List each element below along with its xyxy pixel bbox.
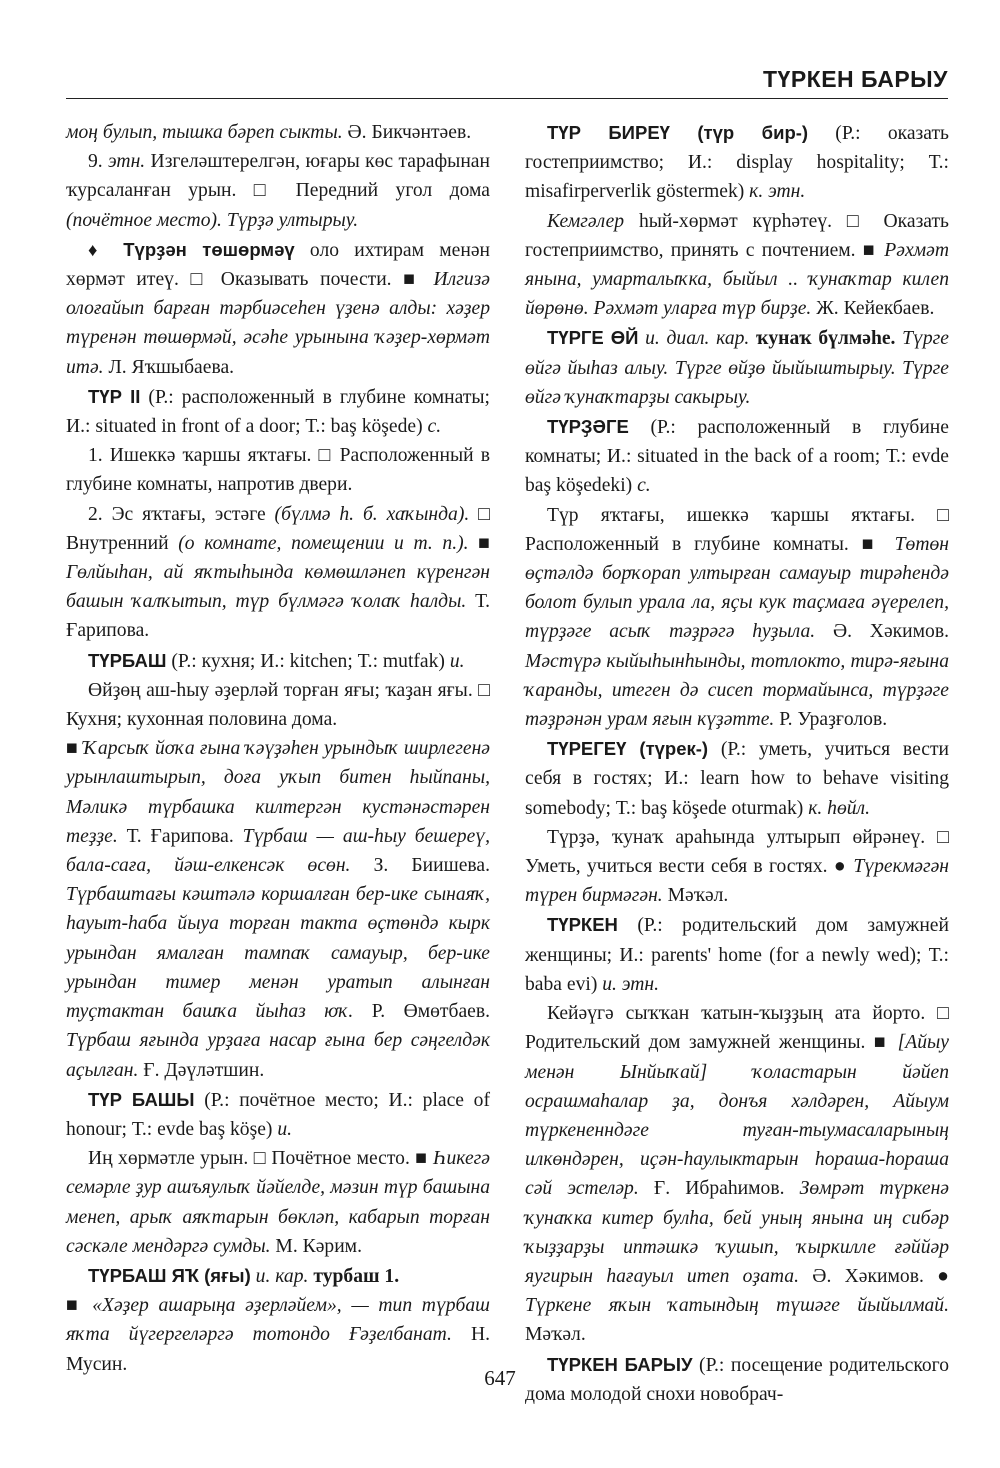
sense-9 [66,147,490,235]
translations: (Р.: родительский дом замужней женщины; И.: parents' home (for a newly wed); Т.: baba evi) [525,915,949,995]
entry-tur-bashy [66,1085,490,1144]
translations: (Р.: уметь, учиться вести себя в гостях; И.: learn how to behave visiting somebody; Т.: baş köşede oturmak) [525,739,949,819]
running-title: ТҮРКЕН БАРЫУ [763,66,948,92]
example-text: Төтөн өҫтәлдә борҡорап ултырған самауыр тирәһендә болот булып урала ла, яҫы кук таҫмаға әүерелеп, түрҙәге асыҡ тәҙрәгә һуҙыла. [525,533,949,643]
definition [525,823,949,911]
example-text: моң булып, тышка бәреп сыкты. [66,122,343,143]
gloss: (почётное место). [66,209,222,231]
sense-number: 9. [88,151,103,173]
square-marker: ■ [468,532,491,554]
example-text: Түрге өйгә йыһаз алыу. Түрге өйҙө йыйыштырыу. Түрге өйгә ҡунаҡтарҙы сакырыу. [525,328,949,408]
headword: ТҮР БАШЫ [88,1088,195,1110]
entry-continuation [66,118,490,147]
page-number: 647 [484,1366,516,1390]
label: и. диал. кар. [638,328,750,350]
source: Ә. Хәкимов. ● [799,1265,949,1287]
part-of-speech: с. [422,416,442,438]
example-text: Зөмрәт түркенә ҡунаҡка китер булһа, бей уның янына иң сибәр ҡыҙҙарҙы иптәшкә ҡушып, ҡыркилле ғәййәр яугирын һағауыл итеп оҙата. [525,1178,949,1287]
source: З. Биишева. [350,855,490,877]
definition-text: Иң хөрмәтле урын. □ Почётное место. ■ [88,1148,428,1170]
source: Н. Мусин. [66,1324,490,1375]
translation: □ Внутренний [66,503,491,554]
square-marker: ■ [865,1032,890,1054]
idiom-headword: ♦ Түрҙән төшөрмәү [88,238,295,260]
gloss: (бүлмә h. б. хаҡында). [265,503,470,525]
translations: (Р.: посещение родительского дома молодой снохи новобрач- [525,1354,949,1405]
sense-2 [66,500,490,646]
source: Ғ. Дәүләтшин. [138,1059,265,1081]
example-text: Түрҙә ултырыу. [221,209,359,231]
part-of-speech: к. һөйл. [803,797,870,819]
example-text: Мәстүрә кыйыһынһынды, тотлокто, тирә-яғына ҡаранды, итеген дә сисеп тормайынса, түрҙәге тәҙрәнән урам яғын күҙәтте. [525,650,949,731]
example-text: Рәхмәт янына, умарталыҡка, быйыл .. ҡунаҡтар килеп йөрөнө. Рәхмәт уларға түр бирҙе. [525,239,949,320]
definition-text: Түрҙә, ҡунаҡ араһында ултырып өйрәнеү. □ Уметь, учиться вести себя в гостях. ● [525,826,949,878]
page-header [66,58,948,99]
definition: Өйҙөң аш-һыу әҙерләй торған яғы; ҡаҙан яғы. □ Кухня; кухонная половина дома. [66,679,490,731]
example-text: Гөлйыһан, ай яҡтыһында көмөшләнеп күренгән башын ҡалҡытып, түр бүлмәгә ҡолаҡ һалды. [66,562,490,613]
source: Мәҡәл. [662,885,729,907]
translations: (Р.: оказать гостеприимство; И.: display hospitality; Т.: misafirperverlik göstermek) [525,123,949,203]
source: Р. Ураҙғолов. [774,709,888,731]
example-text: Түрбаш — аш-һыу бешереү, бала-саға, йәш-елкенсәк өсөн. [66,825,490,877]
headword: ТҮРГЕ ӨЙ [547,327,639,349]
example-text: Ҡарсыҡ йоҡа ғына ҡәүҙәһен урындыҡ ширлегенә урынлаштырып, доға уҡып битен һыйпаны, Мәликә түрбашка килтергән кустәнәстәрен теҙҙе. [66,738,490,847]
cross-reference: ҡунаҡ бүлмәһе. [749,328,896,350]
entry-turge-oy [525,323,949,412]
headword: ТҮРКЕН БАРЫУ [547,1353,693,1375]
headword: ТҮР БИРЕҮ (түр бир-) [547,122,809,143]
headword: ТҮРҘӘГЕ [547,416,629,438]
entry-tureg-eu [525,734,949,823]
definition-text: Түр яҡтағы, ишеккә ҡаршы яҡтағы. □ Расположенный в глубине комнаты. ■ [525,504,949,555]
translations: (Р.: расположенный в глубине комнаты; И.: situated in the back of a room; Т.: evde baş köşedeki) [525,417,949,497]
part-of-speech: с. [632,475,651,497]
headword: ТҮРБАШ ЯҠ (яғы) [88,1264,251,1286]
example-text: «Хәҙер ашарыңа әҙерләйем», — тип түрбаш яҡта йүгергеләргә тотондо Ғәҙелбанат. [66,1295,490,1346]
source: Ә. Бикчәнтәев. [342,122,472,143]
gloss: (о комнате, помещении и т. п.). [168,532,469,554]
definition: 2. Эс яҡтағы, эстәге [88,503,266,525]
entry-turzage [525,412,949,501]
example-text: Һикегә семәрле ҙур ашъяулыҡ йәйелде, мәзин түр башына менеп, арыҡ аяҡтарын бөкләп, кабарып торған сәскәле мендәргә сумды. [66,1148,490,1257]
source: Ә. Хәкимов. [815,621,949,643]
square-marker: ■ [66,738,79,760]
label: этн. [102,151,146,173]
example-text: Илгизә олоғайып барған тәрбиәсеһен үҙенә алды: хәҙер түренән төшөрмәй, әсәһе урынына ҡәҙер-хөрмәт итә. [66,269,491,378]
headword: ТҮРБАШ [88,649,167,671]
translations: (Р.: кухня; И.: kitchen; Т.: mutfak) [166,650,445,672]
definition-text: Кейәүгә сыҡҡан ҡатын-ҡыҙҙың ата йорто. □ Родительский дом замужней женщины. [525,1003,949,1054]
idiom [66,235,490,382]
entry-turbash [66,646,490,676]
definition [525,999,949,1349]
sense-1: 1. Ишеккә ҡаршы яҡтағы. □ Расположенный в глубине комнаты, напротив двери. [66,445,490,496]
source: Р. Өмөтбаев. [353,1001,490,1023]
square-marker: ■ [855,239,878,261]
part-of-speech: и. [444,650,465,672]
headword: ТҮРЕГЕҮ (түрек-) [547,738,709,760]
example-text: Түрбаш яғында урҙаға насар ғына бер сәңгелдәк аҫылған. [66,1030,490,1081]
definition: оло ихтирам менән хөрмәт итеү. □ Оказывать почести. ■ [66,239,491,291]
source: Мәҡәл. [525,1324,586,1346]
example-text: Түркене яҡын ҡатындың түшәге йыйылмай. [525,1295,949,1317]
headword: ТҮРКЕН [547,914,618,936]
definition: Изгеләштерелгән, юғары көс тарафынан ҡурсаланған урын. □ Передний угол дома [66,151,490,202]
definition [525,207,949,324]
source: Ғ. Ибраһимов. [638,1178,785,1200]
entry-turbash-yak [66,1261,490,1291]
example-text: Кемгәлер [547,210,625,232]
part-of-speech: к. этн. [744,181,806,203]
part-of-speech: и. этн. [597,973,660,995]
entry-turken [525,910,949,999]
left-column [66,118,490,1379]
definition [66,1144,490,1261]
source: М. Кәрим. [270,1235,362,1257]
entry-tur-bireu [525,118,949,207]
label: и. кар. [250,1265,309,1287]
source: Т. Ғарипова. [117,825,234,847]
source: Ж. Кейекбаев. [811,298,935,320]
cross-reference: турбаш 1. [308,1265,400,1287]
examples [66,734,490,1084]
right-column [525,118,949,1409]
source: Л. Яҡшыбаева. [103,356,235,378]
source: Т. Ғарипова. [66,591,490,642]
entry-tur-ii [66,382,490,441]
square-marker: ■ [66,1295,83,1317]
part-of-speech: и. [272,1118,293,1140]
definition-text: һый-хөрмәт күрһәтеү. □ Оказать гостеприимство, принять с почтением. [525,210,949,261]
headword: ТҮР II [88,385,141,407]
example-text: Түрбаштағы кәштәлә коршалған бер-ике сынаяҡ, һауыт-һаба йыуа торған такта өҫтөндә кырк урындан ямалған тампаҡ самауыр, бер-ике урындан тимер менән уратып алынған туҫтактан башҡа йыһаз юҡ. [66,884,490,1023]
translations: (Р.: почётное место; И.: place of honour; Т.: evde baş köşe) [66,1089,490,1140]
translations: (Р.: расположенный в глубине комнаты; И.: situated in front of a door; Т.: baş köşede) [66,386,490,438]
example-text: Түрекмәгән түрен бирмәгән. [525,856,950,907]
example-text: [Айыу менән Ынйыҡай] ҡоластарын йәйеп осрашмаһалар ҙа, донъя хәлдәрен, Айыум түркененндәге туған-тыумасаларының илкөндәрен, иҫән-һаулыктарын һораша-һораша сәй эстеләр. [525,1032,949,1200]
definition [525,501,949,735]
